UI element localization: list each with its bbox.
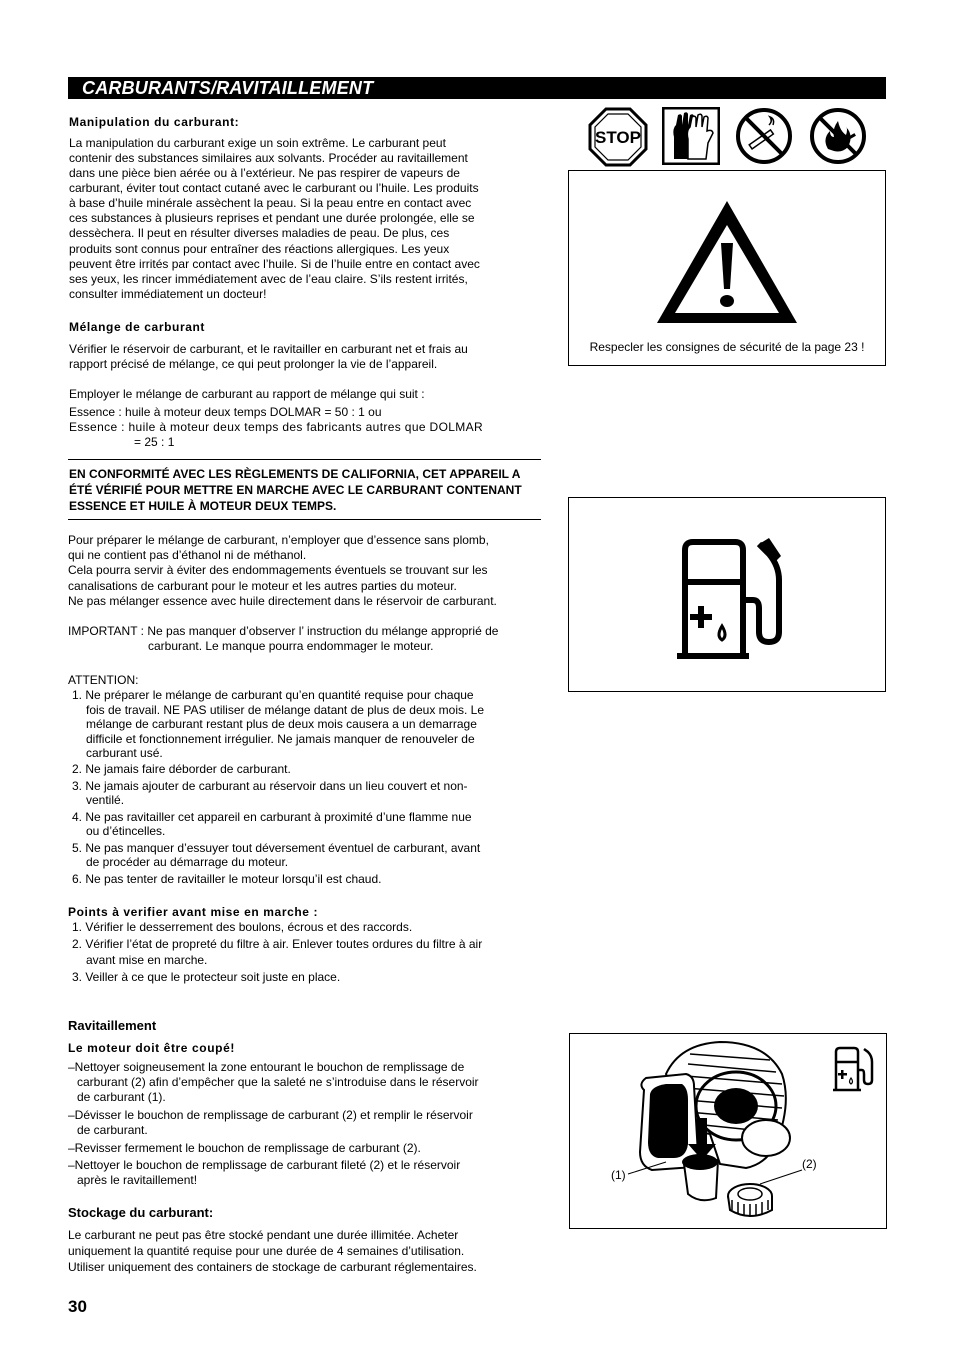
engine-refuel-illustration	[570, 1034, 886, 1228]
fuel-pump-box	[568, 497, 886, 692]
ravitaillement-step-cont: de carburant.	[77, 1123, 148, 1137]
manipulation-line: dessèchera. Il peut en résulter diverses maladies de peau. De plus, ces	[69, 226, 450, 240]
fuel-pump-icon	[673, 536, 791, 660]
attention-item-cont: de procéder au démarrage du moteur.	[86, 855, 289, 869]
melange-heading: Mélange de carburant	[69, 320, 206, 334]
attention-item-cont: mélange de carburant restant plus de deux mois causera a un demarrage	[86, 717, 477, 731]
ravitaillement-step: –Nettoyer le bouchon de remplissage de carburant fileté (2) et le réservoir	[68, 1158, 461, 1172]
no-smoking-icon	[735, 107, 793, 165]
attention-item: 1. Ne préparer le mélange de carburant qu’en quantité requise pour chaque	[72, 688, 474, 702]
stop-sign-icon	[588, 107, 648, 167]
safety-warning-box	[568, 170, 886, 366]
attention-item-cont: ou d’étincelles.	[86, 824, 166, 838]
attention-item: 3. Ne jamais ajouter de carburant au réservoir dans un lieu couvert et non-	[72, 779, 468, 793]
page-number: 30	[68, 1297, 87, 1316]
important-note: IMPORTANT : Ne pas manquer d’observer l’ instruction du mélange approprié de	[68, 624, 499, 638]
melange-line: rapport précisé de mélange, ce qui peut prolonger la vie de l’appareil.	[69, 357, 438, 371]
section-title: CARBURANTS/RAVITAILLEMENT	[68, 77, 886, 99]
warning-caption: Respecler les consignes de sécurité de la page 23 !	[589, 340, 865, 354]
manipulation-line: ses yeux, les rincer immédiatement avec de l’eau claire. S’ils restent irrités,	[69, 272, 468, 286]
attention-item: 5. Ne pas manquer d’essuyer tout déversement éventuel de carburant, avant	[72, 841, 481, 855]
label-filler-cap: (2)	[802, 1157, 817, 1171]
attention-item: 2. Ne jamais faire déborder de carburant.	[72, 762, 291, 776]
points-item: 1. Vérifier le desserrement des boulons, écrous et des raccords.	[72, 920, 413, 934]
california-line: EN CONFORMITÉ AVEC LES RÈGLEMENTS DE CALIFORNIA, CET APPAREIL A	[69, 467, 521, 481]
label-fuel-tank: (1)	[611, 1168, 626, 1182]
manipulation-line: dans une pièce bien aérée ou à l’extérieur. Ne pas respirer de vapeurs de	[69, 166, 460, 180]
points-item: 2. Vérifier l’état de propreté du filtre à air. Enlever toutes ordures du filtre à air	[72, 937, 483, 951]
important-note-cont: carburant. Le manque pourra endommager le moteur.	[148, 639, 434, 653]
preparation-line: Ne pas mélanger essence avec huile directement dans le réservoir de carburant.	[68, 594, 497, 608]
attention-item-cont: fois de travail. NE PAS utiliser de mélange datant de plus de deux mois. Le	[86, 703, 484, 717]
stockage-line: uniquement la quantité requise pour une durée de 4 semaines d’utilisation.	[68, 1244, 465, 1258]
ratio-intro: Employer le mélange de carburant au rapport de mélange qui suit :	[69, 387, 425, 401]
attention-item: 6. Ne pas tenter de ravitailler le moteur lorsqu’il est chaud.	[72, 872, 382, 886]
engine-off-warning: Le moteur doit être coupé!	[68, 1041, 235, 1055]
manipulation-line: contenir des substances similaires aux solvants. Procéder au ravitaillement	[69, 151, 468, 165]
ravitaillement-heading: Ravitaillement	[68, 1018, 157, 1033]
attention-heading: ATTENTION:	[68, 673, 139, 687]
points-item: 3. Veiller à ce que le protecteur soit juste en place.	[72, 970, 341, 984]
manipulation-line: La manipulation du carburant exige un soin extrême. Le carburant peut	[69, 136, 446, 150]
manipulation-line: produits sont connus pour entraîner des réactions allergiques. Les yeux	[69, 242, 450, 256]
ratio-other-value: = 25 : 1	[134, 435, 175, 449]
manipulation-line: consulter immédiatement un docteur!	[69, 287, 267, 301]
stockage-line: Utiliser uniquement des containers de stockage de carburant réglementaires.	[68, 1260, 477, 1274]
preparation-line: Pour préparer le mélange de carburant, n’employer que d’essence sans plomb,	[68, 533, 489, 547]
california-line: ÉTÉ VÉRIFIÉ POUR METTRE EN MARCHE AVEC LE CARBURANT CONTENANT	[69, 483, 522, 497]
manipulation-line: carburant, éviter tout contact cutané avec le carburant ou l’huile. Les produits	[69, 181, 479, 195]
warning-triangle-icon	[653, 197, 801, 327]
ravitaillement-step-cont: carburant (2) afin d’empêcher que la saleté ne s’introduise dans le réservoir	[77, 1075, 479, 1089]
attention-item-cont: ventilé.	[86, 793, 125, 807]
points-heading: Points à verifier avant mise en marche :	[68, 905, 319, 919]
stop-label: STOP	[595, 128, 641, 147]
ratio-dolmar: Essence : huile à moteur deux temps DOLMAR = 50 : 1 ou	[69, 405, 382, 419]
ravitaillement-step: –Dévisser le bouchon de remplissage de carburant (2) et remplir le réservoir	[68, 1108, 473, 1122]
attention-item-cont: carburant usé.	[86, 746, 163, 760]
melange-line: Vérifier le réservoir de carburant, et le ravitailler en carburant net et frais au	[69, 342, 468, 356]
divider	[68, 519, 541, 520]
manipulation-line: ces substances à plusieurs reprises et pendant une durée prolongée, elle se	[69, 211, 475, 225]
points-item-cont: avant mise en marche.	[86, 953, 208, 967]
ravitaillement-step: –Revisser fermement le bouchon de remplissage de carburant (2).	[68, 1141, 421, 1155]
attention-item: 4. Ne pas ravitailler cet appareil en carburant à proximité d’une flamme nue	[72, 810, 472, 824]
manipulation-line: à base d’huile minérale assèchent la peau. Si la peau entre en contact avec	[69, 196, 472, 210]
preparation-line: qui ne contient pas d’éthanol ni de méthanol.	[68, 548, 307, 562]
ravitaillement-step-cont: après le ravitaillement!	[77, 1173, 198, 1187]
no-open-flame-icon	[808, 107, 868, 165]
preparation-line: canalisations de carburant pour le moteur et les autres parties du moteur.	[68, 579, 457, 593]
ravitaillement-step: –Nettoyer soigneusement la zone entourant le bouchon de remplissage de	[68, 1060, 465, 1074]
ratio-other: Essence : huile à moteur deux temps des fabricants autres que DOLMAR	[69, 420, 483, 434]
attention-item-cont: difficile et fonctionnement irrégulier. Ne jamais manquer de renouveler de	[86, 732, 475, 746]
manipulation-line: peuvent être irrités par contact avec l’huile. Si de l’huile entre en contact avec	[69, 257, 480, 271]
ravitaillement-step-cont: de carburant (1).	[77, 1090, 166, 1104]
stockage-heading: Stockage du carburant:	[68, 1205, 214, 1220]
california-line: ESSENCE ET HUILE À MOTEUR DEUX TEMPS.	[69, 499, 337, 513]
manipulation-heading: Manipulation du carburant:	[69, 115, 240, 129]
preparation-line: Cela pourra servir à éviter des endommagements éventuels se trouvant sur les	[68, 563, 488, 577]
divider	[68, 459, 541, 460]
refuel-diagram-box	[569, 1033, 887, 1229]
stockage-line: Le carburant ne peut pas être stocké pendant une durée illimitée. Acheter	[68, 1228, 459, 1242]
gloves-icon	[662, 107, 720, 165]
